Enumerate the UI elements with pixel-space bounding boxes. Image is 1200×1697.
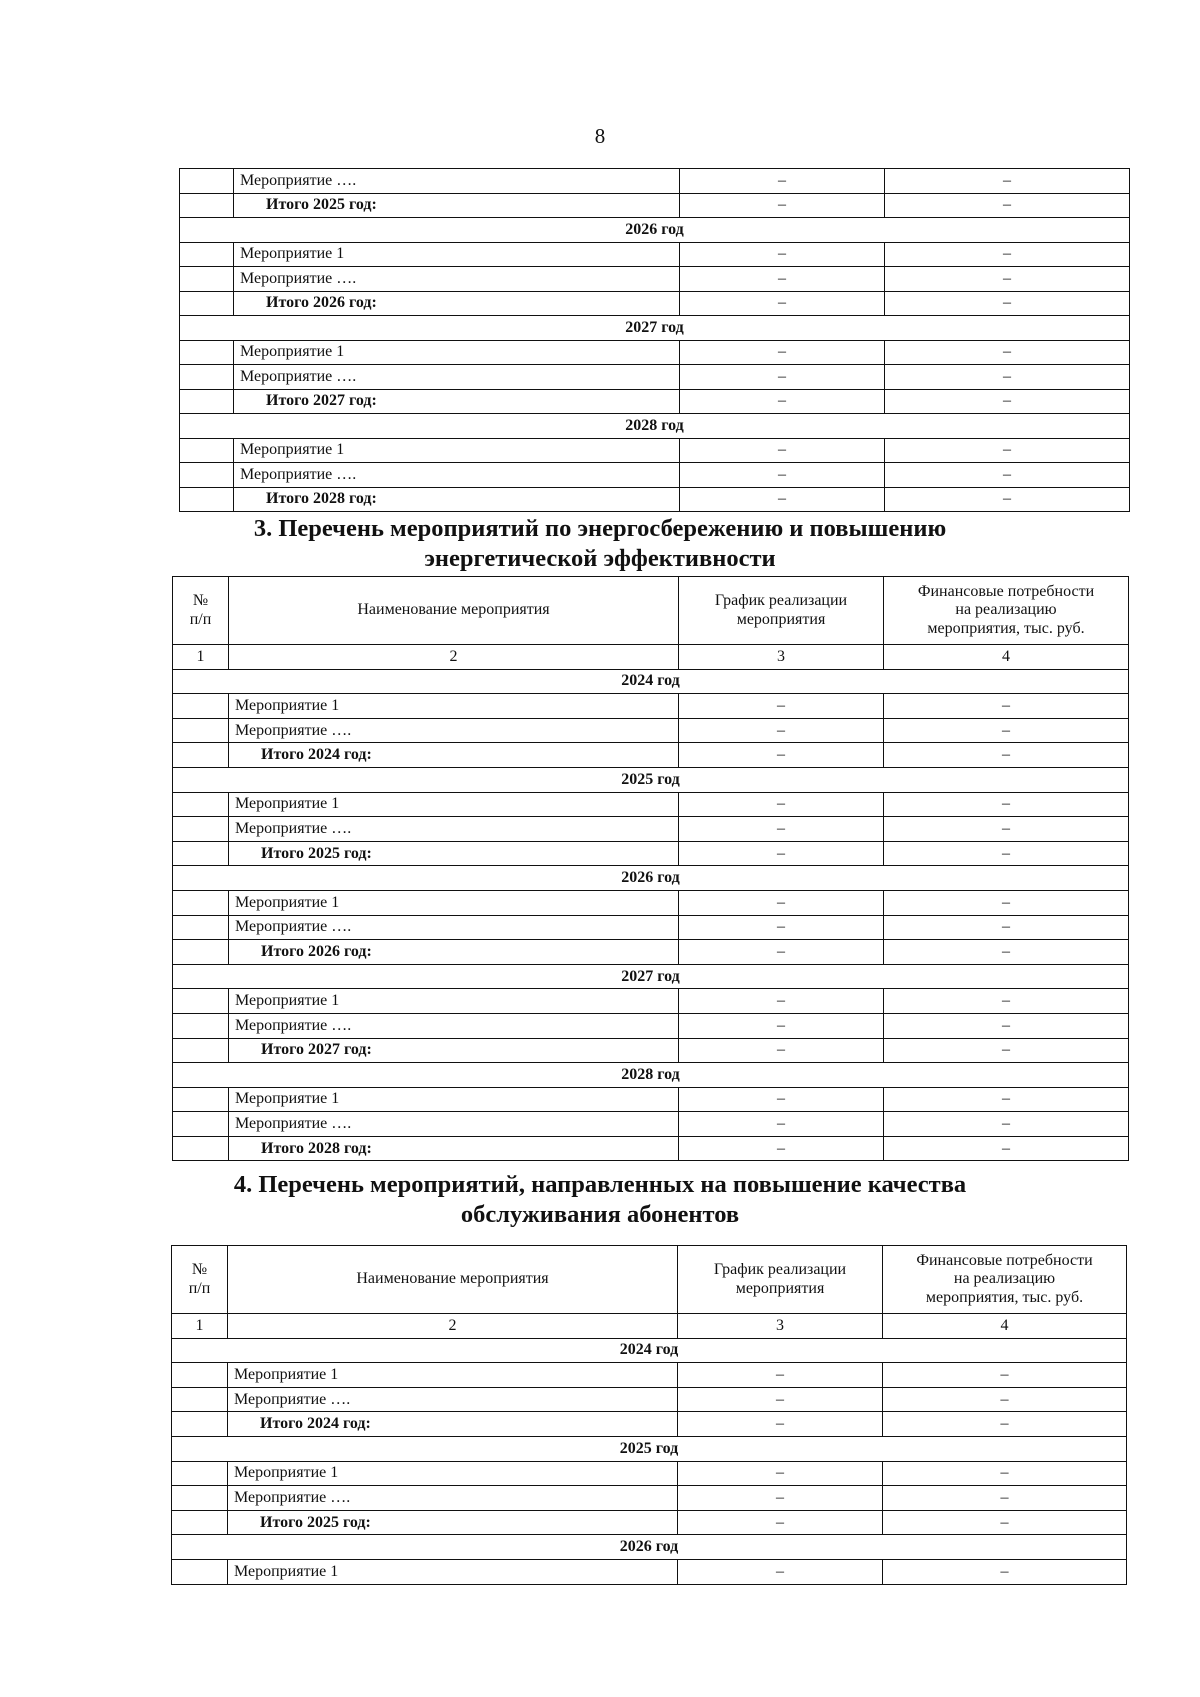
- total-row: [173, 1136, 1129, 1161]
- schedule-cell: –: [679, 890, 884, 915]
- header-number: № п/п: [172, 1246, 228, 1314]
- year-row: [173, 964, 1129, 989]
- event-name: Мероприятие ….: [229, 915, 679, 940]
- event-name: Мероприятие 1: [228, 1461, 678, 1486]
- year-label: 2024 год: [172, 1338, 1127, 1363]
- event-name: Мероприятие ….: [234, 169, 680, 194]
- total-label: Итого 2024 год:: [229, 743, 679, 768]
- row-number-cell: [172, 1461, 228, 1486]
- section3-title-line1: 3. Перечень мероприятий по энергосбережению и повышению: [253, 515, 947, 542]
- total-label: Итого 2026 год:: [234, 291, 680, 316]
- row-number-cell: [172, 1510, 228, 1535]
- row-number-cell: [180, 267, 234, 292]
- table-row: [173, 1087, 1129, 1112]
- table-header-row: [173, 577, 1129, 645]
- finance-cell: –: [884, 743, 1129, 768]
- finance-cell: –: [884, 989, 1129, 1014]
- year-label: 2024 год: [173, 669, 1129, 694]
- event-name: Мероприятие ….: [234, 365, 680, 390]
- finance-cell: –: [885, 291, 1130, 316]
- row-number-cell: [173, 1038, 229, 1063]
- year-label: 2025 год: [172, 1436, 1127, 1461]
- row-number-cell: [180, 340, 234, 365]
- total-row: [173, 1038, 1129, 1063]
- total-row: [173, 841, 1129, 866]
- year-label: 2028 год: [173, 1063, 1129, 1088]
- row-number-cell: [173, 817, 229, 842]
- row-number-cell: [180, 242, 234, 267]
- schedule-cell: –: [680, 340, 885, 365]
- table-row: [173, 1013, 1129, 1038]
- finance-cell: –: [885, 193, 1130, 218]
- table-row: [180, 438, 1130, 463]
- row-number-cell: [180, 365, 234, 390]
- row-number-cell: [180, 291, 234, 316]
- header-schedule: График реализации мероприятия: [679, 577, 884, 645]
- section2-table-continued: [179, 168, 1130, 512]
- table-row: [173, 817, 1129, 842]
- row-number-cell: [173, 718, 229, 743]
- finance-cell: –: [884, 841, 1129, 866]
- event-name: Мероприятие 1: [229, 890, 679, 915]
- row-number-cell: [173, 940, 229, 965]
- row-number-cell: [180, 169, 234, 194]
- total-label: Итого 2027 год:: [234, 389, 680, 414]
- finance-cell: –: [885, 365, 1130, 390]
- schedule-cell: –: [679, 1136, 884, 1161]
- finance-cell: –: [885, 389, 1130, 414]
- year-row: [172, 1338, 1127, 1363]
- row-number-cell: [173, 792, 229, 817]
- finance-cell: –: [884, 940, 1129, 965]
- year-label: 2026 год: [172, 1535, 1127, 1560]
- schedule-cell: –: [680, 242, 885, 267]
- year-label: 2027 год: [180, 316, 1130, 341]
- row-number-cell: [173, 1136, 229, 1161]
- row-number-cell: [180, 193, 234, 218]
- finance-cell: –: [884, 1136, 1129, 1161]
- schedule-cell: –: [679, 1087, 884, 1112]
- finance-cell: –: [884, 1112, 1129, 1137]
- finance-cell: –: [884, 718, 1129, 743]
- table-row: [172, 1559, 1127, 1584]
- section4-title-line2: обслуживания абонентов: [460, 1201, 740, 1228]
- finance-cell: –: [883, 1486, 1127, 1511]
- total-label: Итого 2025 год:: [234, 193, 680, 218]
- finance-cell: –: [884, 817, 1129, 842]
- finance-cell: –: [884, 1013, 1129, 1038]
- event-name: Мероприятие ….: [234, 267, 680, 292]
- schedule-cell: –: [679, 718, 884, 743]
- event-name: Мероприятие ….: [234, 463, 680, 488]
- event-name: Мероприятие 1: [229, 1087, 679, 1112]
- schedule-cell: –: [678, 1461, 883, 1486]
- schedule-cell: –: [679, 841, 884, 866]
- finance-cell: –: [884, 1038, 1129, 1063]
- schedule-cell: –: [678, 1510, 883, 1535]
- schedule-cell: –: [679, 940, 884, 965]
- table-row: [180, 463, 1130, 488]
- total-row: [172, 1510, 1127, 1535]
- event-name: Мероприятие ….: [229, 1112, 679, 1137]
- table-row: [180, 365, 1130, 390]
- finance-cell: –: [885, 242, 1130, 267]
- event-name: Мероприятие ….: [229, 817, 679, 842]
- col-number: 1: [172, 1314, 228, 1339]
- col-number: 1: [173, 645, 229, 670]
- total-row: [173, 743, 1129, 768]
- year-label: 2027 год: [173, 964, 1129, 989]
- finance-cell: –: [884, 1087, 1129, 1112]
- schedule-cell: –: [680, 267, 885, 292]
- table-row: [173, 890, 1129, 915]
- year-label: 2026 год: [173, 866, 1129, 891]
- schedule-cell: –: [678, 1363, 883, 1388]
- table-row: [180, 242, 1130, 267]
- schedule-cell: –: [679, 817, 884, 842]
- event-name: Мероприятие ….: [229, 718, 679, 743]
- table-header-row: [172, 1246, 1127, 1314]
- finance-cell: –: [884, 694, 1129, 719]
- total-row: [180, 291, 1130, 316]
- column-number-row: [172, 1314, 1127, 1339]
- schedule-cell: –: [679, 915, 884, 940]
- schedule-cell: –: [680, 438, 885, 463]
- header-number: № п/п: [173, 577, 229, 645]
- row-number-cell: [173, 989, 229, 1014]
- table-row: [173, 989, 1129, 1014]
- year-row: [173, 1063, 1129, 1088]
- finance-cell: –: [883, 1363, 1127, 1388]
- row-number-cell: [173, 915, 229, 940]
- row-number-cell: [173, 1087, 229, 1112]
- schedule-cell: –: [680, 463, 885, 488]
- total-row: [180, 487, 1130, 512]
- event-name: Мероприятие 1: [234, 438, 680, 463]
- year-row: [173, 669, 1129, 694]
- year-label: 2026 год: [180, 218, 1130, 243]
- finance-cell: –: [885, 438, 1130, 463]
- schedule-cell: –: [680, 169, 885, 194]
- total-label: Итого 2027 год:: [229, 1038, 679, 1063]
- schedule-cell: –: [679, 1038, 884, 1063]
- event-name: Мероприятие 1: [229, 694, 679, 719]
- total-label: Итого 2026 год:: [229, 940, 679, 965]
- table-row: [173, 1112, 1129, 1137]
- table-row: [172, 1461, 1127, 1486]
- finance-cell: –: [883, 1412, 1127, 1437]
- event-name: Мероприятие 1: [229, 989, 679, 1014]
- event-name: Мероприятие ….: [229, 1013, 679, 1038]
- year-row: [180, 414, 1130, 439]
- total-row: [180, 193, 1130, 218]
- table-row: [173, 915, 1129, 940]
- col-number: 3: [678, 1314, 883, 1339]
- row-number-cell: [172, 1363, 228, 1388]
- year-row: [172, 1535, 1127, 1560]
- column-number-row: [173, 645, 1129, 670]
- finance-cell: –: [883, 1387, 1127, 1412]
- total-label: Итого 2028 год:: [229, 1136, 679, 1161]
- section3-table: [172, 576, 1129, 1161]
- header-finance: Финансовые потребности на реализацию мероприятия, тыс. руб.: [884, 577, 1129, 645]
- row-number-cell: [180, 463, 234, 488]
- year-row: [173, 866, 1129, 891]
- table-row: [173, 792, 1129, 817]
- section4-title-line1: 4. Перечень мероприятий, направленных на повышение качества: [233, 1171, 967, 1198]
- event-name: Мероприятие 1: [228, 1363, 678, 1388]
- year-label: 2025 год: [173, 767, 1129, 792]
- schedule-cell: –: [680, 389, 885, 414]
- table-row: [172, 1387, 1127, 1412]
- finance-cell: –: [884, 915, 1129, 940]
- event-name: Мероприятие ….: [228, 1387, 678, 1412]
- header-name: Наименование мероприятия: [228, 1246, 678, 1314]
- table-row: [173, 718, 1129, 743]
- total-row: [172, 1412, 1127, 1437]
- finance-cell: –: [883, 1461, 1127, 1486]
- schedule-cell: –: [678, 1387, 883, 1412]
- row-number-cell: [180, 389, 234, 414]
- row-number-cell: [180, 438, 234, 463]
- header-name: Наименование мероприятия: [229, 577, 679, 645]
- section3-title-line2: энергетической эффективности: [424, 545, 776, 572]
- finance-cell: –: [885, 267, 1130, 292]
- table-row: [172, 1486, 1127, 1511]
- col-number: 2: [228, 1314, 678, 1339]
- schedule-cell: –: [678, 1559, 883, 1584]
- year-row: [180, 218, 1130, 243]
- schedule-cell: –: [679, 989, 884, 1014]
- schedule-cell: –: [678, 1412, 883, 1437]
- finance-cell: –: [883, 1510, 1127, 1535]
- finance-cell: –: [884, 890, 1129, 915]
- schedule-cell: –: [678, 1486, 883, 1511]
- finance-cell: –: [883, 1559, 1127, 1584]
- row-number-cell: [172, 1559, 228, 1584]
- total-row: [180, 389, 1130, 414]
- schedule-cell: –: [680, 365, 885, 390]
- total-label: Итого 2025 год:: [229, 841, 679, 866]
- row-number-cell: [173, 1112, 229, 1137]
- schedule-cell: –: [680, 487, 885, 512]
- table-row: [173, 694, 1129, 719]
- schedule-cell: –: [679, 1112, 884, 1137]
- page-number: 8: [594, 124, 606, 148]
- schedule-cell: –: [679, 792, 884, 817]
- row-number-cell: [172, 1412, 228, 1437]
- row-number-cell: [173, 743, 229, 768]
- row-number-cell: [172, 1486, 228, 1511]
- header-schedule: График реализации мероприятия: [678, 1246, 883, 1314]
- total-row: [173, 940, 1129, 965]
- total-label: Итого 2024 год:: [228, 1412, 678, 1437]
- finance-cell: –: [885, 487, 1130, 512]
- total-label: Итого 2028 год:: [234, 487, 680, 512]
- table-row: [180, 169, 1130, 194]
- col-number: 2: [229, 645, 679, 670]
- table-row: [180, 340, 1130, 365]
- year-row: [173, 767, 1129, 792]
- finance-cell: –: [885, 340, 1130, 365]
- col-number: 3: [679, 645, 884, 670]
- event-name: Мероприятие 1: [229, 792, 679, 817]
- schedule-cell: –: [679, 694, 884, 719]
- row-number-cell: [172, 1387, 228, 1412]
- year-label: 2028 год: [180, 414, 1130, 439]
- col-number: 4: [884, 645, 1129, 670]
- year-row: [180, 316, 1130, 341]
- row-number-cell: [173, 841, 229, 866]
- col-number: 4: [883, 1314, 1127, 1339]
- section3-title: [0, 514, 1200, 574]
- event-name: Мероприятие 1: [234, 242, 680, 267]
- event-name: Мероприятие ….: [228, 1486, 678, 1511]
- section4-table: [171, 1245, 1127, 1585]
- table-row: [180, 267, 1130, 292]
- row-number-cell: [173, 1013, 229, 1038]
- finance-cell: –: [885, 463, 1130, 488]
- row-number-cell: [173, 694, 229, 719]
- schedule-cell: –: [679, 743, 884, 768]
- finance-cell: –: [884, 792, 1129, 817]
- total-label: Итого 2025 год:: [228, 1510, 678, 1535]
- schedule-cell: –: [680, 291, 885, 316]
- header-finance: Финансовые потребности на реализацию мероприятия, тыс. руб.: [883, 1246, 1127, 1314]
- finance-cell: –: [885, 169, 1130, 194]
- schedule-cell: –: [680, 193, 885, 218]
- schedule-cell: –: [679, 1013, 884, 1038]
- year-row: [172, 1436, 1127, 1461]
- table-row: [172, 1363, 1127, 1388]
- row-number-cell: [173, 890, 229, 915]
- section4-title: [0, 1170, 1200, 1230]
- event-name: Мероприятие 1: [234, 340, 680, 365]
- event-name: Мероприятие 1: [228, 1559, 678, 1584]
- row-number-cell: [180, 487, 234, 512]
